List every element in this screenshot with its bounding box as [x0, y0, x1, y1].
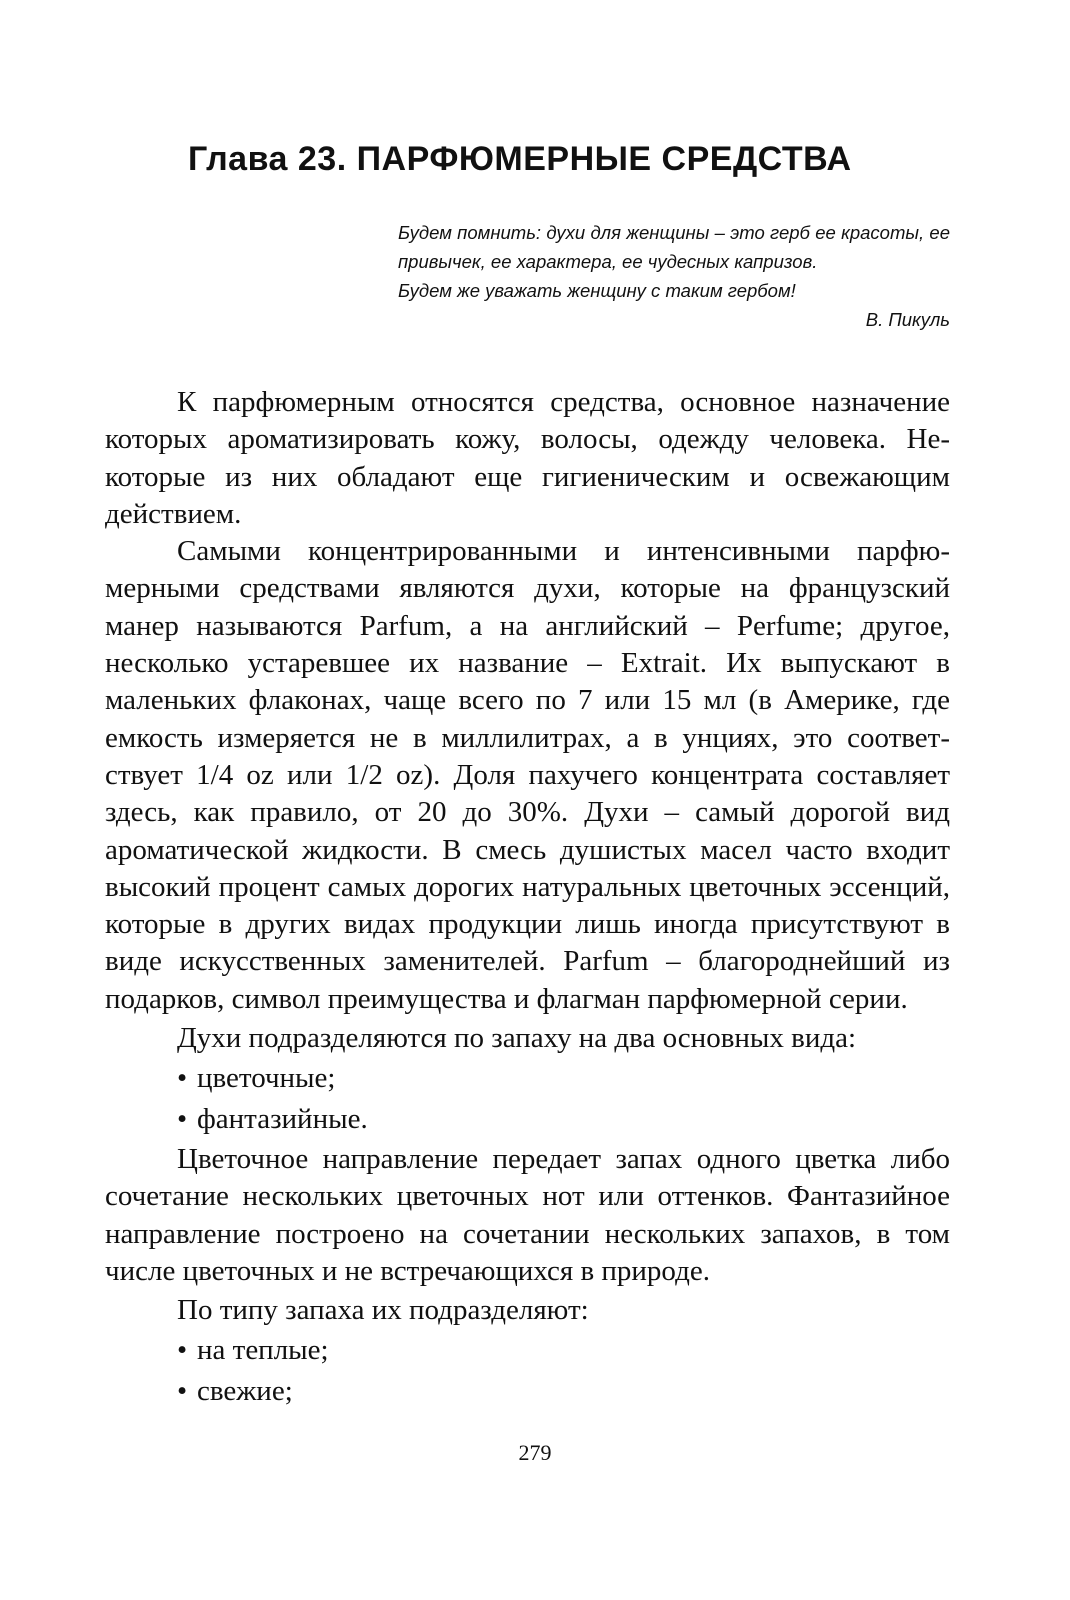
list-item: • цветочные; [105, 1060, 950, 1097]
list-item: • на теплые; [105, 1332, 950, 1369]
body-text [105, 384, 950, 1413]
perfume-type-list [105, 1060, 950, 1138]
bullet-icon: • [177, 1374, 188, 1407]
list-intro: По типу запаха их подразделяют: [177, 1294, 589, 1327]
list-intro: Духи подразделяются по запаху на два основных вида: [177, 1022, 857, 1055]
list-item: • фантазийные. [105, 1101, 950, 1138]
epigraph-line: Будем помнить: духи для женщины – это герб ее красоты, ее привычек, ее характера, ее чудесных капризов. [398, 222, 950, 272]
bullet-icon: • [177, 1102, 188, 1135]
epigraph [398, 218, 950, 334]
bullet-icon: • [177, 1062, 188, 1095]
paragraph: К парфюмерным относятся средства, основное назначение которых ароматизировать кожу, волосы, одежду человека. Некоторые из них обладают еще гигиеническим и освежающим действием. [105, 386, 950, 530]
scent-type-list [105, 1332, 950, 1410]
paragraph: Самыми концентрированными и интенсивными парфюмерными средствами являются духи, которые на французский манер называются Parfum, а на английский – Perfume; другое, несколько устаревшее их название – Extrait. Их выпускают в маленьких флаконах, чаще всего по 7 или 15 мл (в Америке, где емкость измеряется не в миллилитрах, а в унциях, это соответствует 1/4 oz или 1/2 oz). Доля пахучего концентрата составляет здесь, как правило, от 20 до 30%. Духи – самый дорогой вид ароматической жидкости. В смесь душистых масел часто входит высокий процент самых дорогих натуральных цветочных эссенций, которые в других видах продукции лишь иногда присутствуют в виде искусственных заменителей. Parfum – благороднейший из подарков, символ преимущества и флагман парфюмерной серии. [105, 535, 950, 1015]
epigraph-author: В. Пикуль [865, 309, 950, 330]
list-item: • свежие; [105, 1373, 950, 1410]
paragraph: Цветочное направление передает запах одного цветка либо сочетание нескольких цветочных нот или оттенков. Фантазийное направление построено на сочетании нескольких запахов, в том числе цветочных и не встречающихся в природе. [105, 1142, 950, 1287]
bullet-icon: • [177, 1334, 188, 1367]
page-number: 279 [518, 1440, 552, 1465]
epigraph-line: Будем же уважать женщину с таким гербом! [398, 280, 796, 301]
chapter-title: Глава 23. ПАРФЮМЕРНЫЕ СРЕДСТВА [188, 140, 852, 178]
